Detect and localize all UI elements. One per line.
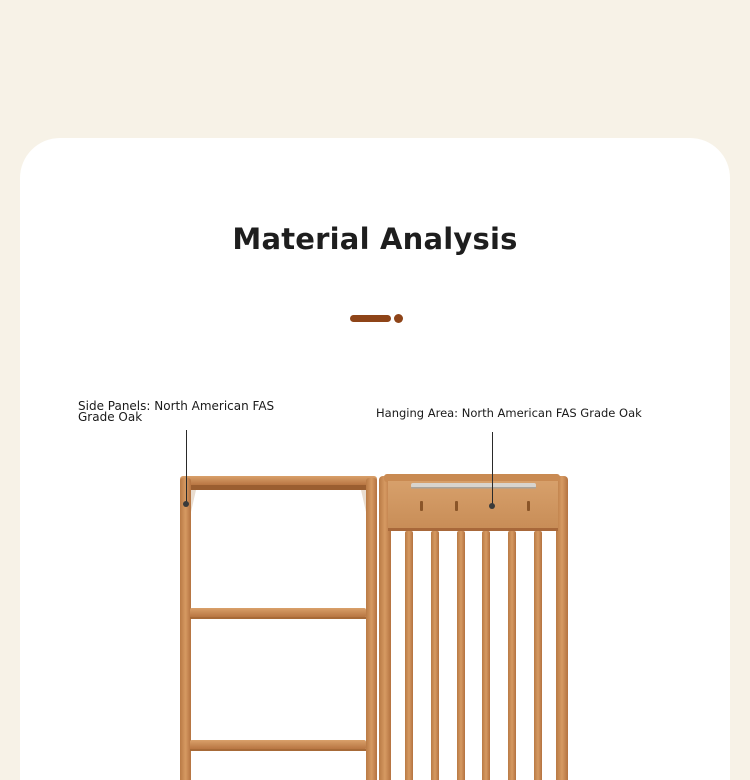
- side-panels-label: Side Panels: North American FAS Grade Oak: [78, 399, 275, 424]
- hanging-area-leader-line: [492, 432, 493, 506]
- shelf-unit: [180, 476, 377, 780]
- hanging-area-label: Hanging Area: North American FAS Grade Oak: [376, 406, 642, 420]
- side-panels-leader-line: [186, 430, 187, 504]
- hanging-area-leader-dot: [489, 503, 495, 509]
- side-panels-leader-dot: [183, 501, 189, 507]
- page-title: Material Analysis: [232, 222, 518, 256]
- hanging-unit: [379, 474, 568, 780]
